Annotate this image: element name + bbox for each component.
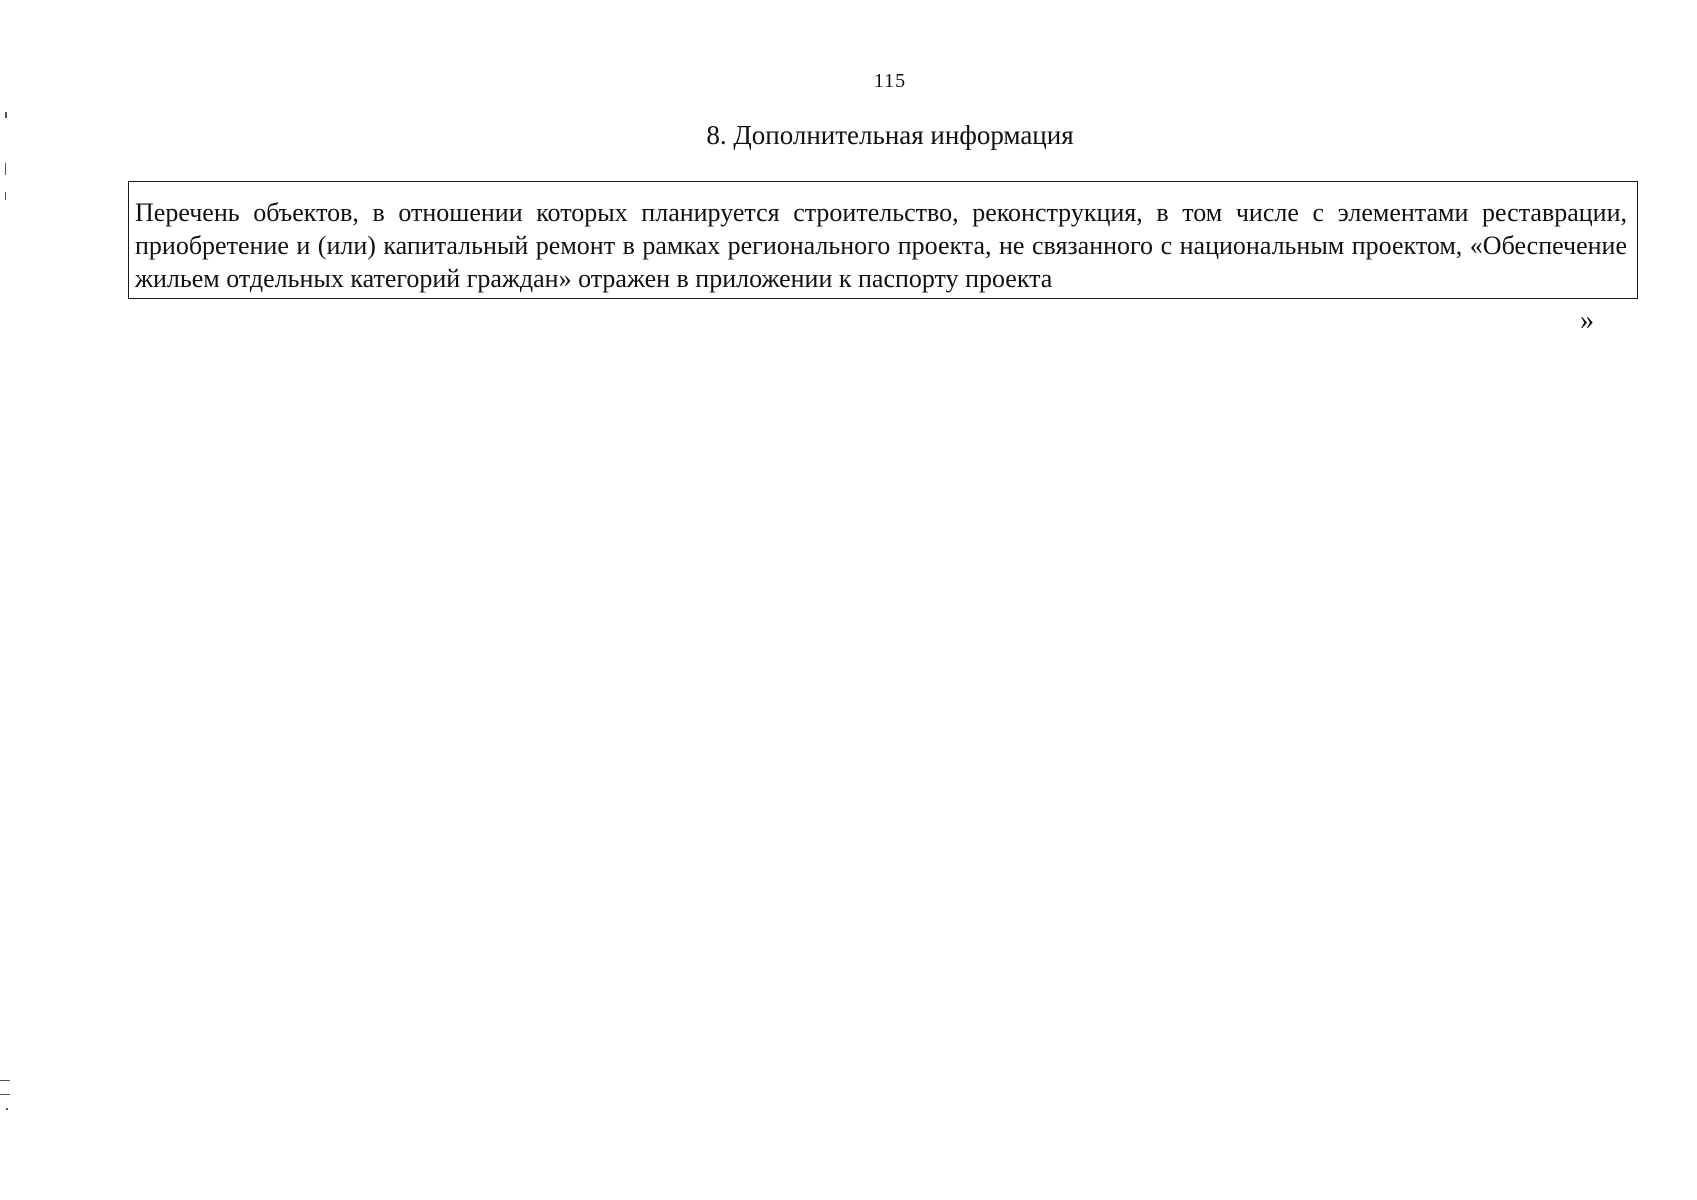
section-title: 8. Дополнительная информация: [706, 120, 1074, 150]
scan-artifact: [5, 192, 6, 200]
info-box-text: Перечень объектов, в отношении которых планируется строительство, реконструкция, в том числе с элементами реставрации, приобретение и (или) капитальный ремонт в рамках регионального проекта, не связанного с национальным проектом, «Обеспечение жильем отдельных категорий граждан» отражен в приложении к паспорту проекта: [135, 198, 1627, 293]
scan-artifact: [6, 1108, 8, 1110]
page-number: 115: [873, 70, 907, 92]
scan-artifact: [0, 1094, 10, 1095]
closing-quote-mark: »: [1580, 305, 1594, 336]
scan-artifact: [5, 163, 6, 175]
info-box: [128, 181, 1638, 299]
scan-artifact: [0, 1080, 10, 1081]
scan-artifact: [5, 112, 7, 118]
